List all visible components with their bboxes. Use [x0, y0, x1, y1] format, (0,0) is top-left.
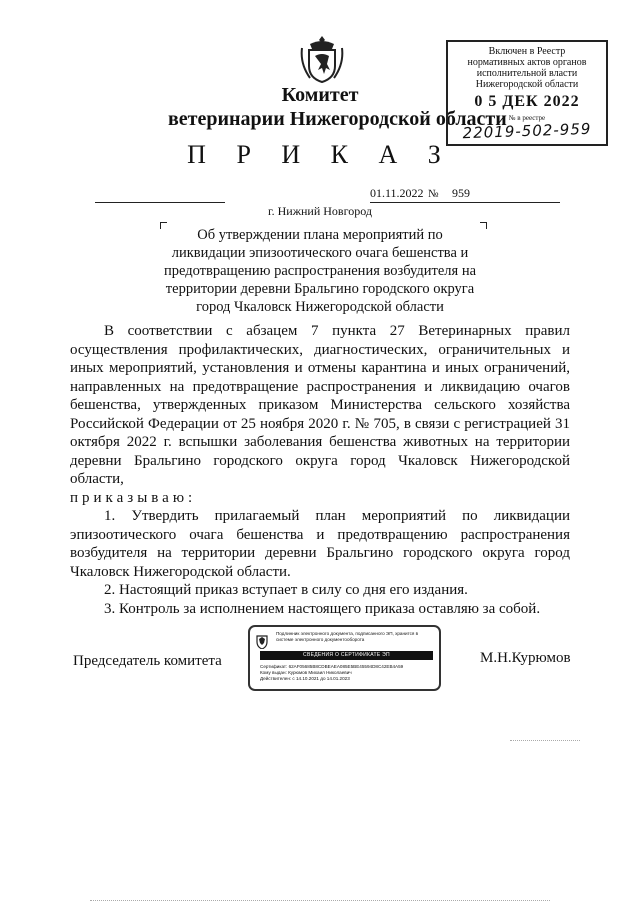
order-word: приказываю:: [70, 489, 197, 506]
electronic-signature-stamp: [248, 625, 441, 691]
registry-stamp-date: 0 5 ДЕК 2022: [474, 93, 580, 110]
esign-owner: Кому выдан: Курюмов Михаил Николаевич: [260, 670, 352, 675]
registry-stamp-line4: Нижегородской области: [475, 79, 579, 90]
registry-stamp-number: 22019-502-959: [462, 119, 592, 143]
esign-notice: Подлинник электронного документа, подписанного ЭП, хранится в системе электронного документооборота: [276, 631, 419, 642]
document-body: [70, 322, 570, 618]
coat-of-arms-icon: [300, 34, 344, 84]
registry-stamp-line1: Включен в Реестр: [488, 46, 566, 57]
registry-stamp: [446, 40, 608, 146]
registry-stamp-line3: исполнительной власти: [476, 68, 578, 79]
esign-header-bar: СВЕДЕНИЯ О СЕРТИФИКАТЕ ЭП: [260, 651, 433, 660]
date-line-left: [95, 202, 225, 203]
order-number: 959: [452, 186, 470, 200]
order-date: 01.11.2022: [370, 186, 424, 200]
signer-name: М.Н.Курюмов: [480, 650, 571, 666]
order-number-sign: №: [428, 188, 439, 200]
date-line-right: [370, 202, 560, 203]
city: г. Нижний Новгород: [268, 204, 372, 218]
org-name-line1: Комитет: [281, 84, 359, 106]
signer-title: Председатель комитета: [73, 653, 222, 669]
order-item-3: 3. Контроль за исполнением настоящего приказа оставляю за собой.: [104, 600, 541, 617]
org-name-line2: ветеринарии Нижегородской области: [168, 108, 507, 130]
esign-validity: Действителен: с 14.10.2021 до 14.01.2023: [260, 676, 350, 681]
esign-details: [260, 664, 438, 682]
preamble: В соответствии с абзацем 7 пункта 27 Ветеринарных правил осуществления профилактических, диагностических, ограничительных и иных мероприятий, установления и отмены карантина и иных ограничений, направленных на предотвращение распространения и ликвидацию очагов бешенства, утвержденных приказом Министерства сельского хозяйства Российской Федерации от 25 ноября 2020 г. № 705, в связи с регистрацией 31 октября 2022 г. вспышки заболевания бешенства животных на территории деревни Бральгино городского округа город Чкаловск Нижегородской области,: [70, 323, 570, 487]
scan-artifact: [510, 740, 580, 741]
esign-certificate: Сертификат: 62AF05685B8CDBEAEA085E5BE45594D8C42EB4A59: [260, 664, 404, 669]
registry-stamp-line2: нормативных актов органов: [467, 57, 587, 68]
order-item-2: 2. Настоящий приказ вступает в силу со дня его издания.: [104, 582, 468, 598]
document-subject: Об утверждении плана мероприятий по ликвидации эпизоотического очага бешенства и предотвращению распространения возбудителя на территории деревни Бральгино городского округа город Чкаловск Нижегородской области: [163, 227, 477, 315]
document-title: П Р И К А З: [187, 140, 453, 169]
coat-of-arms-icon: [255, 633, 269, 649]
registry-stamp-number-label: № в реестре: [508, 114, 546, 122]
subject-corner-right: [480, 222, 487, 229]
scan-artifact: [90, 900, 550, 901]
order-item-1: 1. Утвердить прилагаемый план мероприятий по ликвидации эпизоотического очага бешенства и предотвращению распространения возбудителя на территории деревни Бральгино городского округа город Чкаловск Нижегородской области.: [70, 508, 570, 580]
